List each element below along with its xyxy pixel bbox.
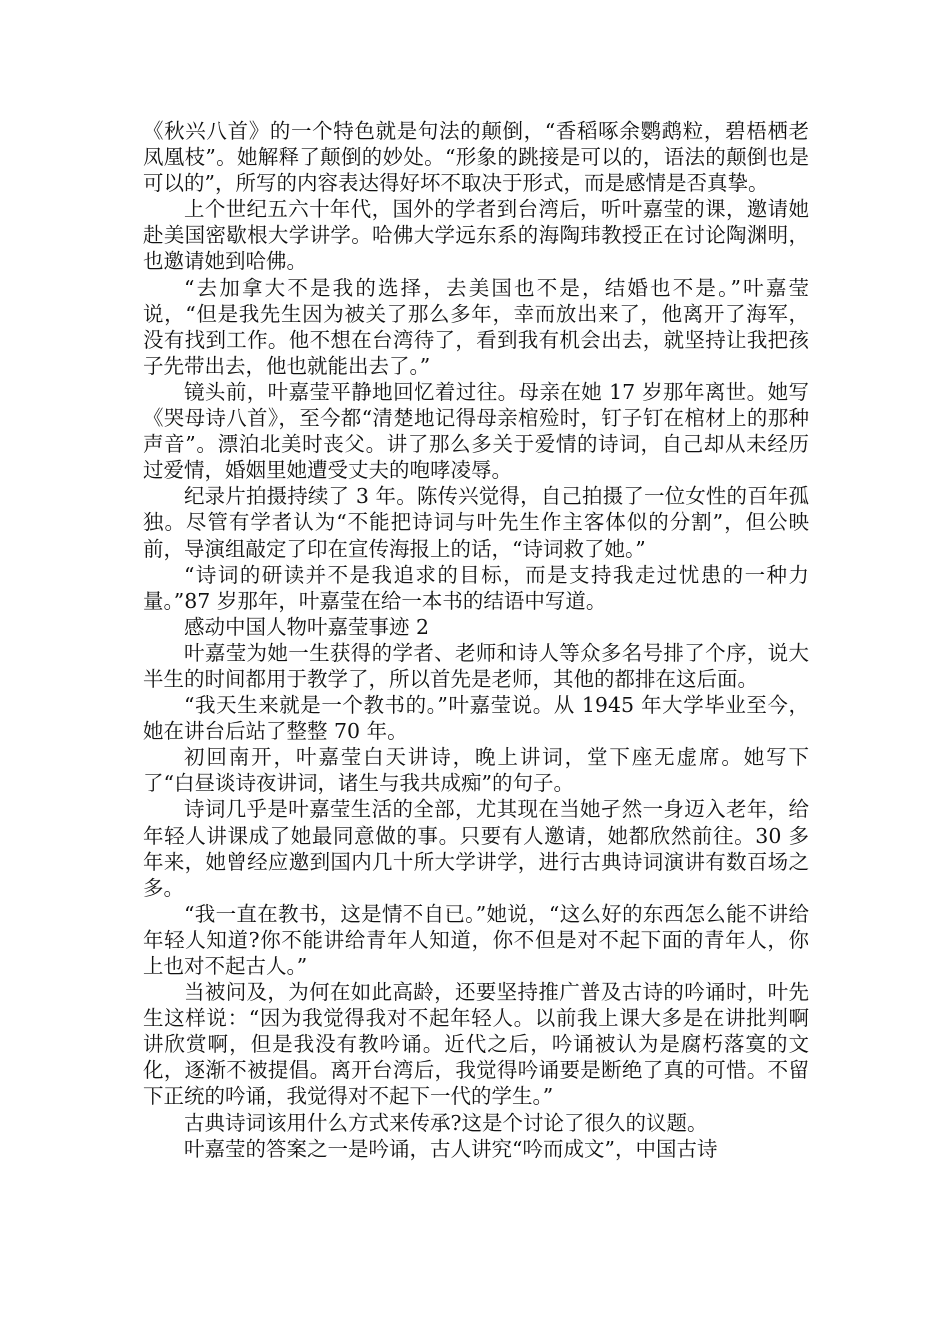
paragraph-9: 初回南开，叶嘉莹白天讲诗，晚上讲词，堂下座无虚席。她写下了“白昼谈诗夜讲词，诸生与我共成痴”的句子。	[143, 745, 809, 796]
paragraph-13: 古典诗词该用什么方式来传承?这是个讨论了很久的议题。	[184, 1110, 708, 1135]
paragraph-7: 叶嘉莹为她一生获得的学者、老师和诗人等众多名号排了个序，说大半生的时间都用于教学了，所以首先是老师，其他的都排在这后面。	[143, 640, 809, 691]
paragraph-11: “我一直在教书，这是情不自已。”她说，“这么好的东西怎么能不讲给年轻人知道?你不能讲给青年人知道，你不但是对不起下面的青年人，你上也对不起古人。”	[143, 901, 809, 978]
paragraph-10: 诗词几乎是叶嘉莹生活的全部，尤其现在当她孑然一身迈入老年，给年轻人讲课成了她最同意做的事。只要有人邀请，她都欣然前往。30 多年来，她曾经应邀到国内几十所大学讲学，进行古典诗词演讲有数百场之多。	[143, 797, 809, 900]
paragraph-1: 《秋兴八首》的一个特色就是句法的颠倒，“香稻啄余鹦鹉粒，碧梧栖老凤凰枝”。她解释了颠倒的妙处。“形象的跳接是可以的，语法的颠倒也是可以的”，所写的内容表达得好坏不取决于形式，而是感情是否真挚。	[143, 119, 809, 196]
paragraph-4: 镜头前，叶嘉莹平静地回忆着过往。母亲在她 17 岁那年离世。她写《哭母诗八首》，至今都“清楚地记得母亲棺殓时，钉子钉在棺材上的那种声音”。漂泊北美时丧父。讲了那么多关于爱情的诗词，自己却从未经历过爱情，婚姻里她遭受丈夫的咆哮凌辱。	[143, 379, 809, 483]
paragraph-5: 纪录片拍摄持续了 3 年。陈传兴觉得，自己拍摄了一位女性的百年孤独。尽管有学者认为“不能把诗词与叶先生作主客体似的分割”，但公映前，导演组敲定了印在宣传海报上的话，“诗词救了她。”	[143, 484, 809, 561]
paragraph-2: 上个世纪五六十年代，国外的学者到台湾后，听叶嘉莹的课，邀请她赴美国密歇根大学讲学。哈佛大学远东系的海陶玮教授正在讨论陶渊明，也邀请她到哈佛。	[143, 197, 809, 274]
document-body	[143, 118, 809, 1162]
paragraph-6: “诗词的研读并不是我追求的目标，而是支持我走过忧患的一种力量。”87 岁那年，叶嘉莹在给一本书的结语中写道。	[143, 562, 809, 613]
paragraph-8: “我天生来就是一个教书的。”叶嘉莹说。从 1945 年大学毕业至今，她在讲台后站了整整 70 年。	[143, 693, 809, 744]
section-heading: 感动中国人物叶嘉莹事迹 2	[184, 614, 430, 639]
paragraph-3: “去加拿大不是我的选择，去美国也不是，结婚也不是。”叶嘉莹说，“但是我先生因为被关了那么多年，幸而放出来了，他离开了海军，没有找到工作。他不想在台湾待了，看到我有机会出去，就坚持让我把孩子先带出去，他也就能出去了。”	[143, 275, 809, 378]
paragraph-12: 当被问及，为何在如此高龄，还要坚持推广普及古诗的吟诵时，叶先生这样说：“因为我觉得我对不起年轻人。以前我上课大多是在讲批判啊讲欣赏啊，但是我没有教吟诵。近代之后，吟诵被认为是腐朽落寞的文化，逐渐不被提倡。离开台湾后，我觉得吟诵要是断绝了真的可惜。不留下正统的吟诵，我觉得对不起下一代的学生。”	[143, 980, 809, 1109]
paragraph-14: 叶嘉莹的答案之一是吟诵，古人讲究“吟而成文”，中国古诗	[184, 1136, 718, 1161]
